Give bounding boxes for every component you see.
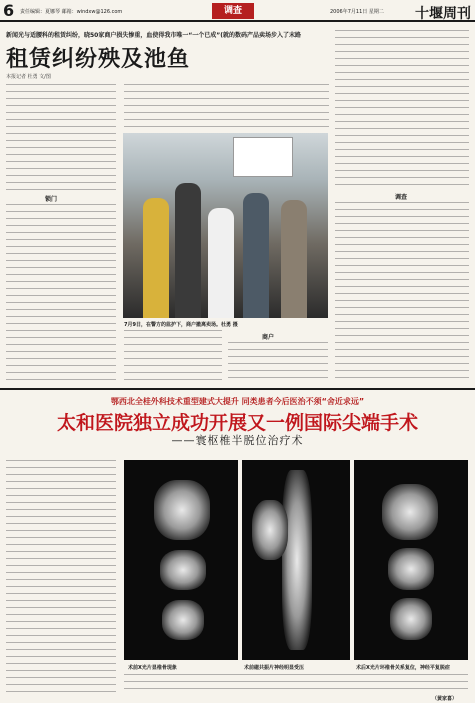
article1-subhead-1: 锁门: [45, 196, 58, 203]
spinal-cord-shape: [282, 470, 312, 650]
article1-headline: 租赁纠纷殃及池鱼: [6, 46, 191, 72]
vertebra-shape: [382, 484, 438, 540]
vertebra-shape: [390, 598, 432, 640]
article2-body-bottom: [124, 674, 468, 694]
vertebra-shape: [154, 480, 210, 540]
article2-headline: 太和医院独立成功开展又一例国际尖端手术: [56, 412, 418, 434]
vertebra-shape: [162, 600, 204, 640]
person-figure: [208, 208, 234, 318]
article1-photo: [123, 133, 328, 318]
article-divider: [0, 388, 475, 390]
xray-caption-1: 术前X光片显椎骨现象: [128, 665, 177, 671]
xray-image-2: [242, 460, 350, 660]
vertebra-shape: [388, 548, 434, 590]
masthead: [0, 0, 475, 22]
article2-subtitle: ——寰枢椎半脱位治疗术: [171, 434, 304, 447]
article1-body-col3b: [228, 342, 328, 382]
issue-date: 2006年7月11日 星期二: [330, 9, 384, 15]
xray-caption-2: 术前磁共振片神经明显受压: [244, 665, 305, 671]
person-figure: [175, 183, 201, 318]
article1-body-col4b: [335, 202, 469, 382]
article2-body-col1: [6, 460, 116, 696]
article1-subhead-3: 调查: [395, 194, 408, 201]
article2-credit: （黄家喜）: [432, 696, 458, 702]
person-figure: [281, 200, 307, 318]
editor-line: 责任编辑：夏娜琴 邮箱：windxw@126.com: [20, 9, 123, 15]
xray-caption-3: 术后X光片环椎骨关系复位，神经平复脱症: [356, 665, 450, 671]
page-number: 6: [3, 1, 15, 20]
xray-image-1: [124, 460, 238, 660]
article1-subhead-2: 商户: [262, 334, 275, 341]
article1-body-col1b: [6, 204, 116, 382]
article1-body-col4a: [335, 30, 469, 190]
xray-image-3: [354, 460, 468, 660]
article1-byline: 本报记者 杜勇 文/图: [6, 74, 51, 80]
person-figure: [243, 193, 269, 318]
article1-body-col1a: [6, 84, 116, 192]
skull-base-shape: [252, 500, 288, 560]
article1-kicker: 新闻光与适腰科的租赁纠纷，晓50家商户损失惨重，血使得我市唯一“一个已成”(就的数码产品卖场步入了末路: [6, 32, 301, 39]
photo-caption: 7月9日，在警方的监护下，商户撤离卖场。杜勇 摄: [124, 322, 238, 328]
vertebra-shape: [160, 550, 206, 590]
article1-body-col2b: [124, 330, 222, 382]
article2-kicker: 鄂西北全桂外科技术重型建式大提升 同类患者今后医治不须“舍近求远”: [110, 397, 365, 406]
person-figure: [143, 198, 169, 318]
article1-body-col2a: [124, 84, 329, 130]
store-sign: [233, 137, 293, 177]
paper-name: 十堰周刊: [415, 6, 471, 22]
section-tag: 调查: [212, 3, 254, 19]
